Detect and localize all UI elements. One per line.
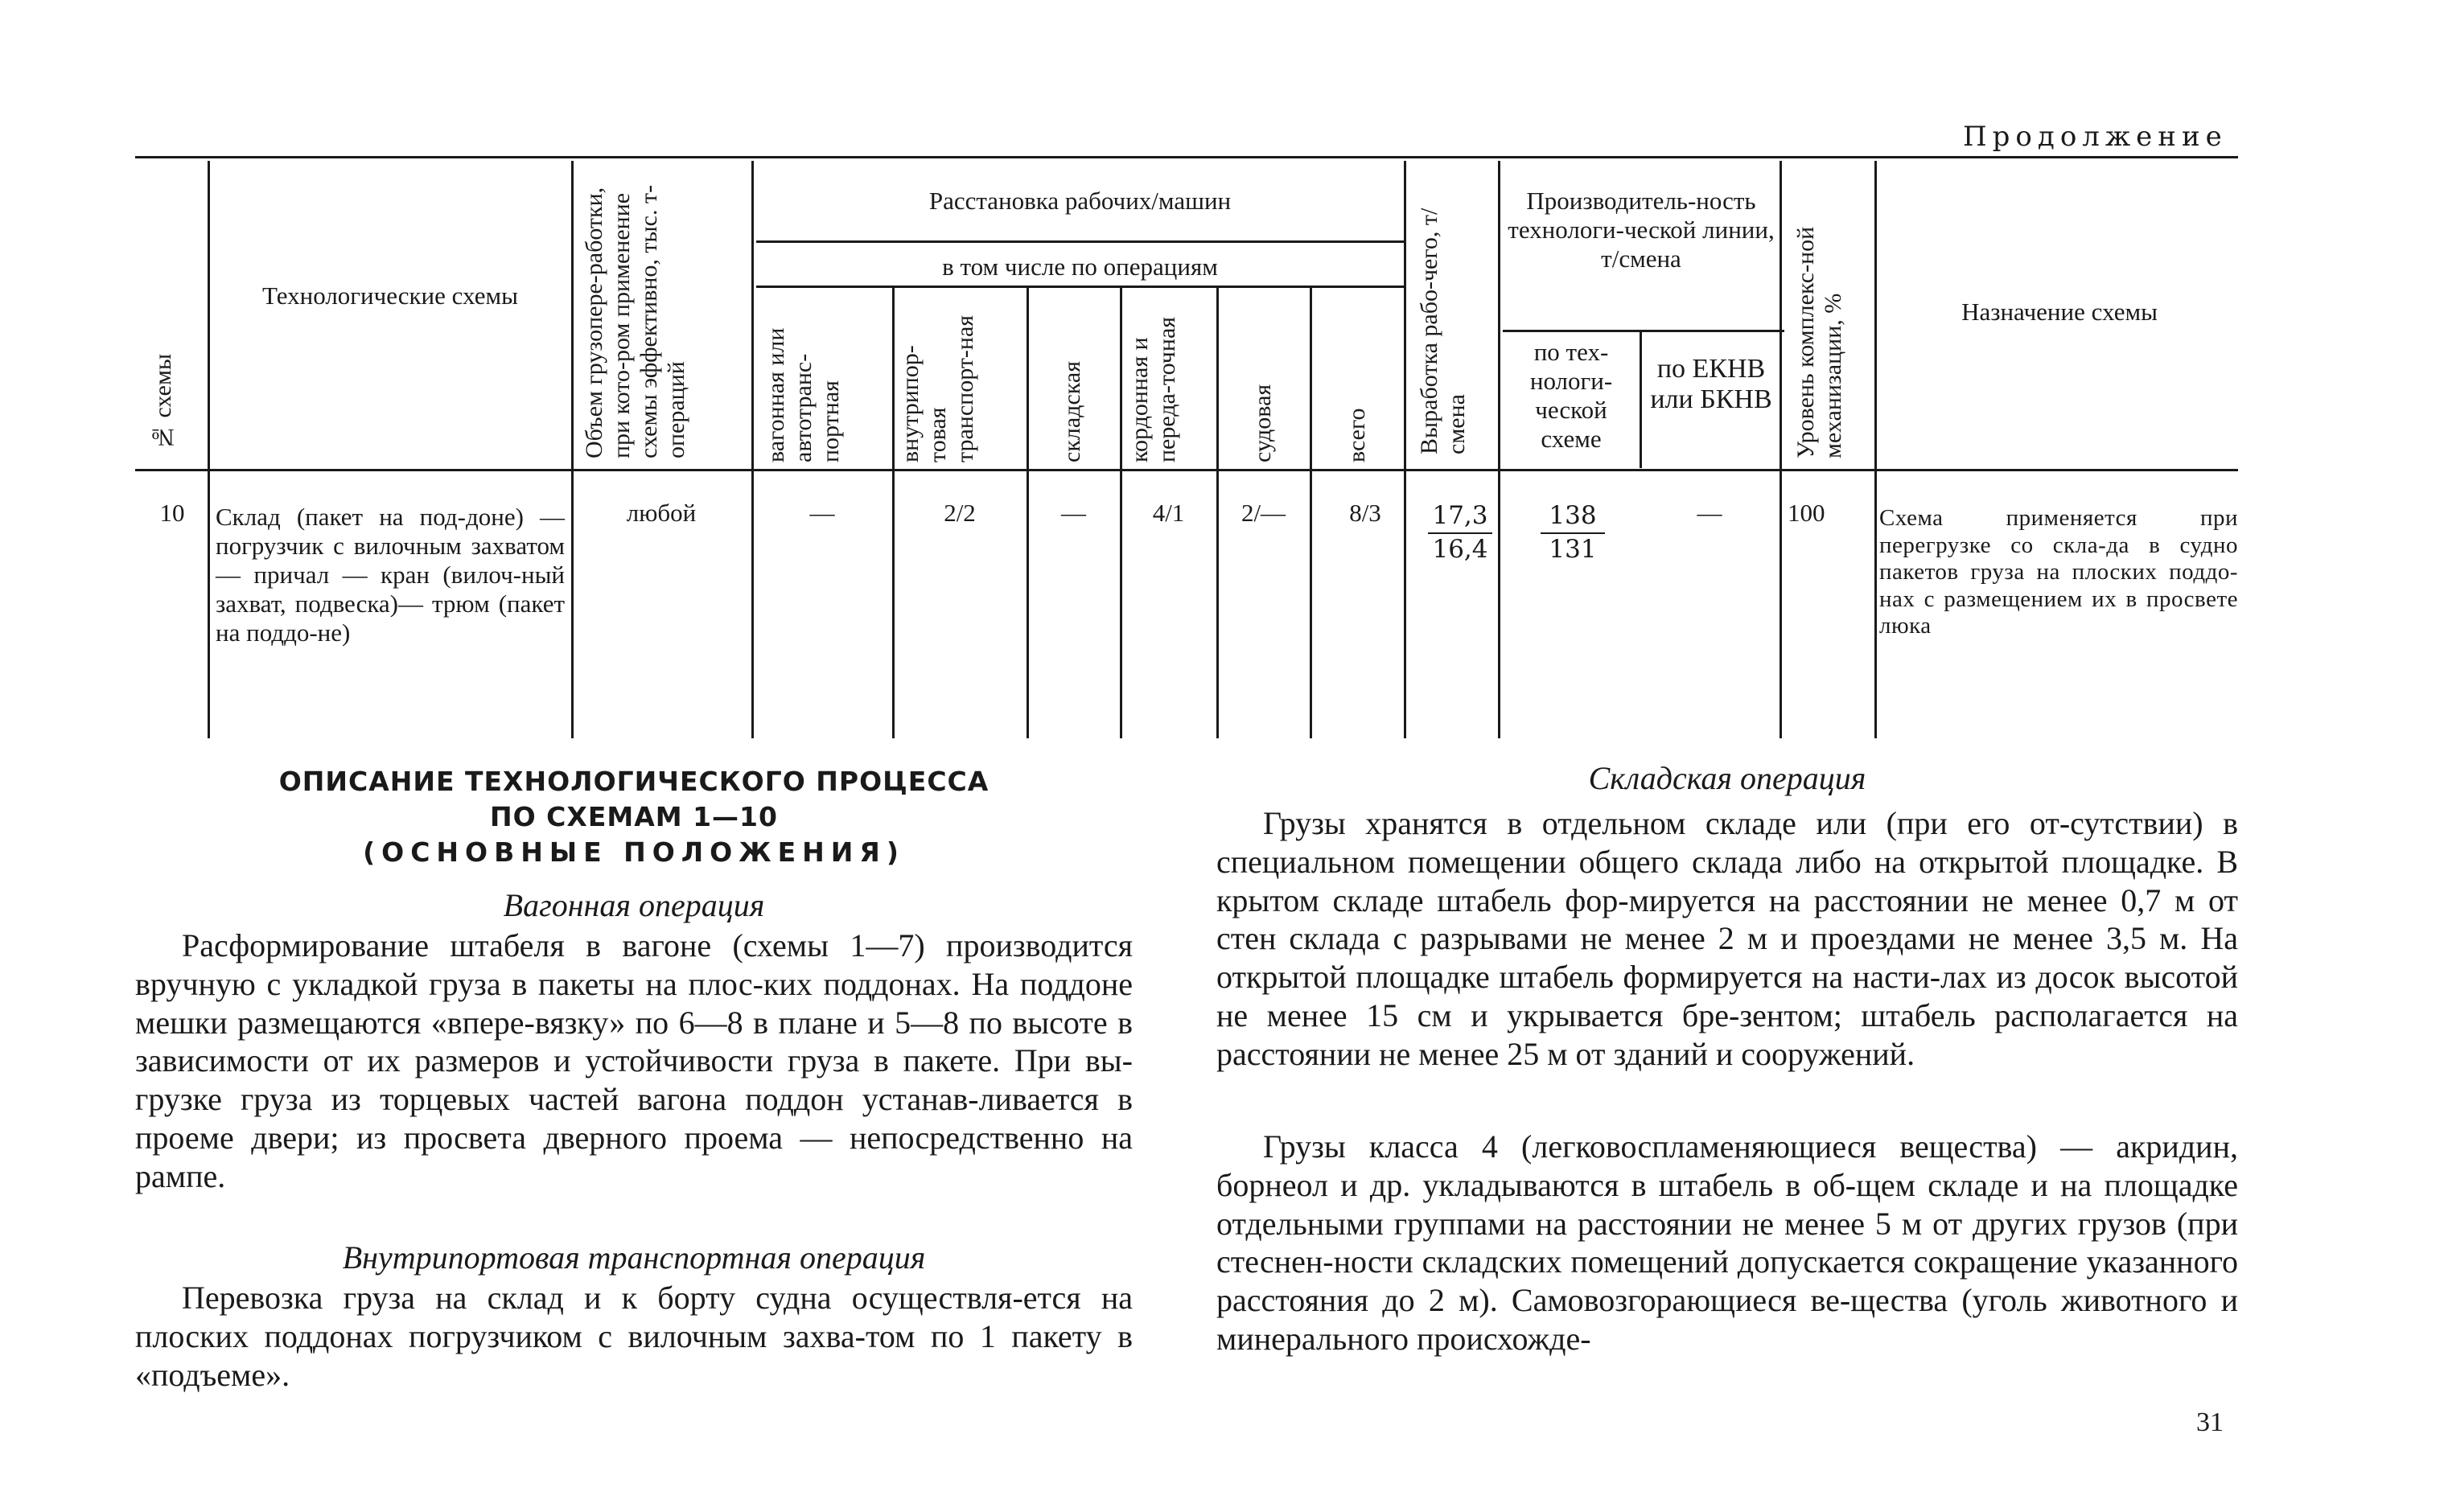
header-incl-ops: в том числе по операциям	[942, 253, 1218, 281]
header-output: Выработка рабо-чего, т/смена	[1416, 207, 1470, 454]
header-cordon: кордонная и переда-точная	[1126, 316, 1180, 462]
col-line	[1874, 161, 1877, 738]
ops-underline	[756, 286, 1404, 288]
header-by-ekhv: по ЕКНВ или БКНВ	[1650, 354, 1772, 414]
row-by-tech-bottom: 131	[1549, 535, 1597, 564]
row-wagon: —	[809, 499, 835, 527]
row-scheme: Склад (пакет на под-доне) — погрузчик с вилочным захватом — причал — кран (вилоч-ный захват, подвеска)— трюм (пакет на поддо-не)	[216, 503, 565, 647]
row-cordon: 4/1	[1152, 499, 1185, 527]
section-heading-1: ОПИСАНИЕ ТЕХНОЛОГИЧЕСКОГО ПРОЦЕССА	[278, 766, 990, 797]
header-by-tech: по тех-нологи-ческой схеме	[1529, 338, 1613, 453]
col-line	[751, 161, 754, 738]
row-intraport: 2/2	[944, 499, 976, 527]
row-by-tech	[1541, 500, 1605, 565]
paragraph-warehouse-2-text: Грузы класса 4 (легковоспламеняющиеся вещества) — акридин, борнеол и др. укладываются в штабель в об-щем складе и на площадке отдельными группами на расстоянии не менее 5 м от других грузов (при стеснен-ности складских помещений допускается сокращение указанного расстояния до 2 м). Самовозгорающиеся ве-щества (уголь животного и минерального происхожде-	[1216, 1128, 2238, 1357]
header-intraport: внутрипор-товая транспорт-ная	[897, 314, 978, 462]
page-number: 31	[2196, 1407, 2224, 1437]
header-volume: Объем грузопере-работки, при кото-ром применение схемы эффективно, тыс. т-операций	[581, 184, 689, 458]
subheading-wagon-operation: Вагонная операция	[503, 887, 765, 923]
continuation-label: Продолжение	[1963, 121, 2228, 153]
row-by-tech-top: 138	[1541, 500, 1605, 534]
row-output-top: 17,3	[1428, 500, 1492, 534]
placement-underline	[756, 240, 1404, 243]
paragraph-warehouse-1	[1216, 804, 2238, 1074]
paragraph-wagon-text: Расформирование штабеля в вагоне (схемы 1—7) производится вручную с укладкой груза в пакеты на плос-ких поддонах. На поддоне мешки размещаются «впере-вязку» по 6—8 в плане и 5—8 по высоте в зависимости от их размеров и устойчивости груза в пакете. При вы-грузке груза из торцевых частей вагона поддон устанав-ливается в проеме двери; из просвета дверного проема — непосредственно на рампе.	[135, 927, 1133, 1194]
col-line	[1404, 161, 1406, 738]
col-line	[1640, 330, 1642, 468]
table-header-rule	[135, 469, 2238, 471]
header-num: № схемы	[150, 353, 176, 450]
row-volume: любой	[626, 499, 697, 527]
header-wagon: вагонная или автотранс-портная	[763, 327, 844, 462]
paragraph-wagon-operation	[135, 927, 1133, 1196]
row-by-ekhv: —	[1697, 499, 1722, 527]
col-line	[571, 161, 574, 738]
row-output	[1428, 500, 1492, 565]
row-output-bottom: 16,4	[1432, 535, 1488, 564]
subheading-intraport-operation: Внутрипортовая транспортная операция	[342, 1239, 926, 1276]
row-warehouse: —	[1061, 499, 1086, 527]
header-purpose: Назначение схемы	[1961, 298, 2158, 326]
row-total: 8/3	[1349, 499, 1381, 527]
subheading-warehouse-operation: Складская операция	[1588, 760, 1866, 796]
paragraph-intraport-text: Перевозка груза на склад и к борту судна осуществля-ется на плоских поддонах погрузчиком с вилочным захва-том по 1 пакету в «подъеме».	[135, 1280, 1133, 1393]
header-total: всего	[1343, 408, 1370, 462]
header-warehouse: складская	[1059, 361, 1085, 462]
paragraph-warehouse-2	[1216, 1128, 2238, 1358]
row-purpose: Схема применяется при перегрузке со скла-да в судно пакетов груза на плоских поддо-нах с размещением их в просвете люка	[1879, 505, 2238, 639]
col-line	[208, 161, 210, 738]
col-line	[1780, 161, 1782, 738]
paragraph-intraport-operation	[135, 1279, 1133, 1394]
productivity-underline	[1503, 330, 1784, 332]
table-top-rule	[135, 156, 2238, 158]
row-mech: 100	[1788, 499, 1825, 527]
header-ship: судовая	[1249, 384, 1276, 462]
row-num: 10	[159, 499, 185, 527]
col-line	[1498, 161, 1500, 738]
header-schemes: Технологические схемы	[262, 281, 518, 310]
section-heading-3: (ОСНОВНЫЕ ПОЛОЖЕНИЯ)	[363, 836, 905, 868]
header-mech: Уровень комплекс-ной механизации, %	[1792, 226, 1846, 458]
header-productivity: Производитель-ность технологи-ческой линии, т/смена	[1508, 187, 1775, 273]
row-ship: 2/—	[1241, 499, 1286, 527]
header-placement: Расстановка рабочих/машин	[928, 187, 1232, 215]
section-heading-2: ПО СХЕМАМ 1—10	[490, 801, 778, 832]
paragraph-warehouse-1-text: Грузы хранятся в отдельном складе или (при его от-сутствии) в специальном помещении общего склада либо на открытой площадке. В крытом складе штабель фор-мируется на расстоянии не менее 0,7 м от стен склада с разрывами не менее 2 м и проездами не менее 3,5 м. На открытой площадке штабель формируется на насти-лах из досок высотой не менее 15 см и укрывается бре-зентом; штабель располагается на расстоянии не менее 25 м от зданий и сооружений.	[1216, 805, 2238, 1072]
